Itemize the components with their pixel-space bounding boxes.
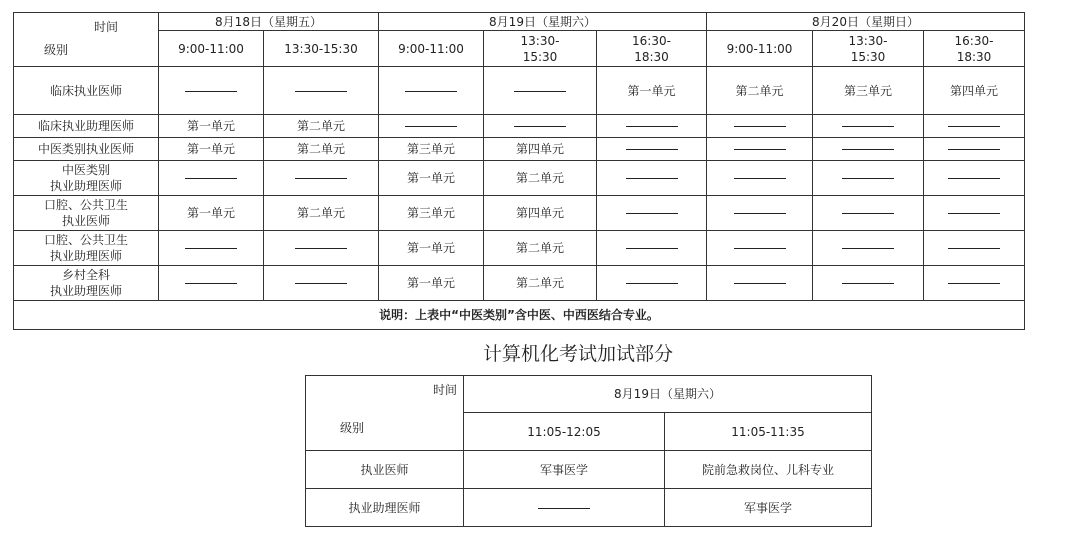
- cell-text-line: 中医类别: [61, 163, 110, 177]
- empty-dash: [185, 283, 237, 284]
- cell-text-line: 18:30: [956, 49, 992, 64]
- table-cell: [707, 115, 813, 138]
- table-cell: [924, 196, 1025, 231]
- empty-dash: [734, 126, 786, 127]
- table-cell: [597, 138, 707, 161]
- table-cell: 第二单元: [264, 196, 379, 231]
- empty-dash: [626, 178, 678, 179]
- table-cell: 第一单元: [379, 266, 484, 301]
- cell-text-line: 口腔、公共卫生: [43, 233, 128, 247]
- table-cell: [924, 231, 1025, 266]
- table-row: [14, 196, 1025, 231]
- empty-dash: [626, 149, 678, 150]
- cell-text-line: 执业医师: [61, 214, 110, 228]
- table-cell: [159, 161, 264, 196]
- table-cell: [159, 231, 264, 266]
- empty-dash: [626, 126, 678, 127]
- empty-dash: [948, 126, 1000, 127]
- empty-dash: [948, 213, 1000, 214]
- table-cell: [707, 231, 813, 266]
- table-cell: 第二单元: [484, 231, 597, 266]
- cell-text-line: 临床执业助理医师: [37, 119, 134, 133]
- table-cell: 第一单元: [159, 196, 264, 231]
- cell-text-line: 18:30: [634, 49, 669, 64]
- row-label: [14, 138, 159, 161]
- empty-dash: [948, 149, 1000, 150]
- cell-text-line: 16:30-: [954, 33, 994, 48]
- table-cell: [264, 67, 379, 115]
- empty-dash: [295, 248, 347, 249]
- empty-dash: [295, 283, 347, 284]
- cell-text-line: 13:30-: [520, 33, 560, 48]
- row-label: 执业助理医师: [306, 489, 464, 527]
- empty-dash: [734, 178, 786, 179]
- time-header: [707, 31, 813, 67]
- empty-dash: [734, 283, 786, 284]
- empty-dash: [514, 126, 566, 127]
- table-cell: [159, 67, 264, 115]
- time-header: 11:05-11:35: [665, 413, 872, 451]
- empty-dash: [538, 508, 590, 509]
- table-cell: [813, 115, 924, 138]
- table-cell: [813, 266, 924, 301]
- empty-dash: [948, 248, 1000, 249]
- empty-dash: [734, 149, 786, 150]
- computer-exam-table: [305, 375, 872, 527]
- cell-text-line: 执业助理医师: [49, 249, 122, 263]
- table-cell: 第一单元: [379, 161, 484, 196]
- row-label: [14, 196, 159, 231]
- section-title: 计算机化考试加试部分: [483, 343, 674, 365]
- table-cell: 军事医学: [665, 489, 872, 527]
- date-header: 8月18日（星期五）: [159, 13, 379, 31]
- empty-dash: [185, 178, 237, 179]
- empty-dash: [405, 126, 457, 127]
- table-cell: [707, 266, 813, 301]
- header-level-label: 级别: [44, 43, 69, 57]
- empty-dash: [734, 248, 786, 249]
- table-cell: [813, 161, 924, 196]
- time-header: 11:05-12:05: [464, 413, 665, 451]
- table-cell: 第三单元: [379, 196, 484, 231]
- time-header: [379, 31, 484, 67]
- table-cell: [597, 196, 707, 231]
- table-cell: 第三单元: [813, 67, 924, 115]
- table-cell: 第四单元: [484, 138, 597, 161]
- cell-text-line: 执业助理医师: [49, 179, 122, 193]
- table-cell: 第三单元: [379, 138, 484, 161]
- empty-dash: [842, 126, 894, 127]
- date-header: 8月20日（星期日）: [707, 13, 1025, 31]
- cell-text-line: 15:30: [850, 49, 886, 64]
- time-header: [597, 31, 707, 67]
- row-label: [14, 161, 159, 196]
- time-header: [924, 31, 1025, 67]
- table-cell: 院前急救岗位、儿科专业: [665, 451, 872, 489]
- empty-dash: [295, 91, 347, 92]
- table-cell: [484, 115, 597, 138]
- cell-text-line: 13:30-15:30: [284, 41, 358, 56]
- table-cell: 第一单元: [597, 67, 707, 115]
- cell-text-line: 执业助理医师: [49, 284, 122, 298]
- table-row: [14, 231, 1025, 266]
- time-header: [813, 31, 924, 67]
- table-row: [14, 115, 1025, 138]
- table-cell: [707, 138, 813, 161]
- empty-dash: [626, 248, 678, 249]
- table-cell: 第二单元: [707, 67, 813, 115]
- table-row: [14, 266, 1025, 301]
- time-header: [264, 31, 379, 67]
- header-time-label: 时间: [433, 383, 458, 397]
- table-cell: [264, 161, 379, 196]
- header-corner-cell: [306, 376, 464, 451]
- empty-dash: [185, 91, 237, 92]
- cell-text-line: 9:00-11:00: [726, 41, 793, 56]
- table-cell: 第一单元: [159, 138, 264, 161]
- table-cell: [707, 161, 813, 196]
- table-cell: 第二单元: [484, 161, 597, 196]
- table-cell: [924, 266, 1025, 301]
- empty-dash: [842, 178, 894, 179]
- table-cell: [597, 161, 707, 196]
- row-label: [14, 67, 159, 115]
- row-label: 执业医师: [306, 451, 464, 489]
- table-cell: [707, 196, 813, 231]
- time-header: [484, 31, 597, 67]
- table-cell: 第四单元: [484, 196, 597, 231]
- table-cell: [813, 138, 924, 161]
- empty-dash: [842, 213, 894, 214]
- cell-text-line: 15:30: [522, 49, 558, 64]
- table-cell: [924, 115, 1025, 138]
- header-corner-cell: [14, 13, 159, 67]
- table-cell: [264, 231, 379, 266]
- cell-text-line: 口腔、公共卫生: [43, 198, 128, 212]
- table-cell: 第二单元: [484, 266, 597, 301]
- table-cell: [924, 161, 1025, 196]
- table-cell: [597, 231, 707, 266]
- empty-dash: [842, 149, 894, 150]
- cell-text-line: 临床执业医师: [49, 83, 122, 98]
- table-row: [14, 161, 1025, 196]
- time-header: [159, 31, 264, 67]
- table-cell: [813, 231, 924, 266]
- table-cell: 军事医学: [464, 451, 665, 489]
- empty-dash: [626, 283, 678, 284]
- empty-dash: [948, 178, 1000, 179]
- header-level-label: 级别: [340, 421, 365, 435]
- empty-dash: [185, 248, 237, 249]
- row-label: [14, 115, 159, 138]
- table-cell: 第二单元: [264, 138, 379, 161]
- empty-dash: [842, 283, 894, 284]
- cell-text-line: 9:00-11:00: [178, 41, 244, 56]
- table-cell: [264, 266, 379, 301]
- table-row: [14, 67, 1025, 115]
- table-cell: 第四单元: [924, 67, 1025, 115]
- table-cell: [597, 115, 707, 138]
- empty-dash: [295, 178, 347, 179]
- table-cell: 第一单元: [159, 115, 264, 138]
- empty-dash: [514, 91, 566, 92]
- table-cell: [924, 138, 1025, 161]
- row-label: [14, 266, 159, 301]
- empty-dash: [948, 283, 1000, 284]
- table-cell: [159, 266, 264, 301]
- table-cell: [813, 196, 924, 231]
- table-cell: [379, 115, 484, 138]
- table-cell: [464, 489, 665, 527]
- exam-schedule-table: [13, 12, 1025, 330]
- header-time-label: 时间: [93, 20, 118, 34]
- table-cell: 第一单元: [379, 231, 484, 266]
- empty-dash: [626, 213, 678, 214]
- cell-text-line: 乡村全科: [61, 268, 110, 282]
- cell-text-line: 13:30-: [848, 33, 888, 48]
- row-label: [14, 231, 159, 266]
- empty-dash: [842, 248, 894, 249]
- table-row: [14, 138, 1025, 161]
- table-cell: [484, 67, 597, 115]
- table-note: 说明：上表中“中医类别”含中医、中西医结合专业。: [14, 301, 1025, 330]
- table-cell: 第二单元: [264, 115, 379, 138]
- cell-text-line: 16:30-: [632, 33, 671, 48]
- empty-dash: [734, 213, 786, 214]
- cell-text-line: 9:00-11:00: [398, 41, 464, 56]
- date-header: 8月19日（星期六）: [379, 13, 707, 31]
- cell-text-line: 中医类别执业医师: [37, 142, 134, 156]
- table-cell: [597, 266, 707, 301]
- table-cell: [379, 67, 484, 115]
- date-header: 8月19日（星期六）: [464, 376, 872, 413]
- empty-dash: [405, 91, 457, 92]
